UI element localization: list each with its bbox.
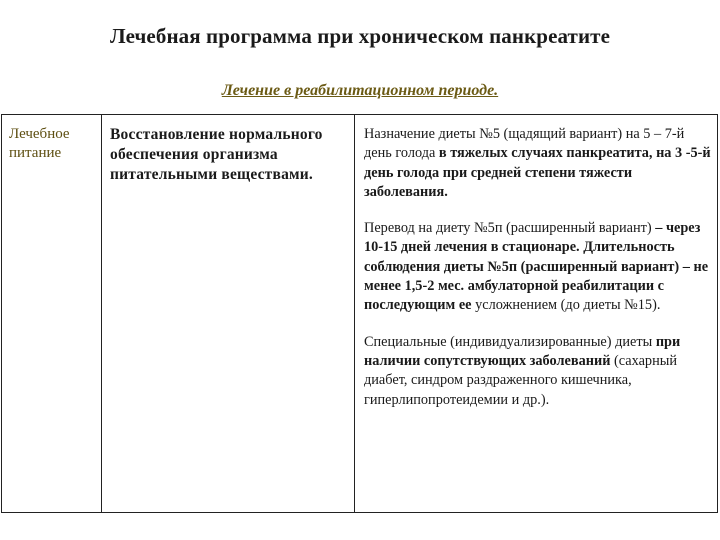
treatment-table <box>1 114 718 513</box>
page-subtitle: Лечение в реабилитационном периоде. <box>221 82 499 99</box>
goal-text: Восстановление нормального обеспечения организма питательными веществами. <box>110 126 323 183</box>
measure-text-bold: – через 10-15 дней лечения в стационаре. Длительность соблюдения диеты №5п (расширенный вариант) – не менее 1,5-2 мес. амбулаторной реабилитации с последующим ее <box>364 220 709 314</box>
measure-text: усложнением (до диеты №15). <box>475 297 661 314</box>
measure-paragraph <box>364 219 711 315</box>
measure-text: Перевод на диету №5п (расширенный вариант) <box>364 220 656 237</box>
goal-cell <box>102 115 355 512</box>
measure-paragraph <box>364 333 711 410</box>
measure-text-bold: при наличии сопутствующих заболеваний <box>364 333 681 369</box>
measure-text: Назначение диеты №5 (щадящий вариант) на 5 – 7-й день голода <box>364 126 685 162</box>
measure-text: (сахарный диабет, синдром раздраженного кишечника, гиперлипопротеидемии и др.). <box>364 352 677 408</box>
category-cell <box>2 115 102 512</box>
measure-text-bold: в тяжелых случаях панкреатита, на 3 -5-й день голода при средней степени тяжести заболевания. <box>364 145 711 200</box>
page-title: Лечебная программа при хроническом панкреатите <box>109 24 611 48</box>
measures-cell <box>355 115 717 512</box>
measure-paragraph <box>364 125 711 202</box>
category-label: Лечебное питание <box>9 126 70 161</box>
measure-text: Специальные (индивидуализированные) диеты <box>364 333 656 350</box>
